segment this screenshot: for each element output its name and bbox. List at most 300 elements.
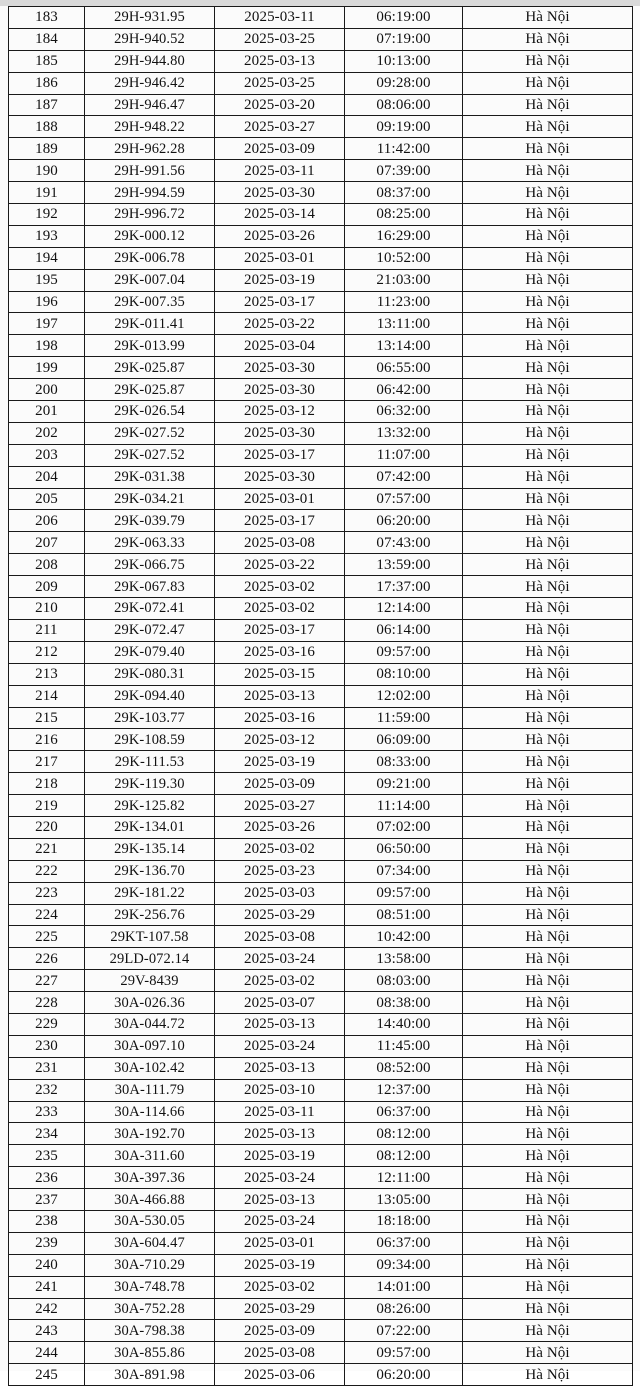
table-row [9,291,633,313]
violation-date-cell: 2025-03-09 [215,138,345,160]
license-plate-cell: 29K-111.53 [85,751,215,773]
location-cell: Hà Nội [463,860,633,882]
location-cell: Hà Nội [463,50,633,72]
violation-time-cell: 13:05:00 [345,1189,463,1211]
table-row [9,1342,633,1364]
violation-date-cell: 2025-03-01 [215,1232,345,1254]
location-cell: Hà Nội [463,1035,633,1057]
violation-time-cell: 07:02:00 [345,816,463,838]
violation-time-cell: 06:37:00 [345,1101,463,1123]
license-plate-cell: 29K-027.52 [85,422,215,444]
row-number-cell: 212 [9,641,85,663]
violation-time-cell: 13:14:00 [345,335,463,357]
violation-time-cell: 08:26:00 [345,1298,463,1320]
violation-date-cell: 2025-03-02 [215,576,345,598]
row-number-cell: 224 [9,904,85,926]
row-number-cell: 194 [9,247,85,269]
row-number-cell: 184 [9,28,85,50]
location-cell: Hà Nội [463,1101,633,1123]
license-plate-cell: 29K-011.41 [85,313,215,335]
table-row [9,160,633,182]
table-row [9,1298,633,1320]
license-plate-cell: 30A-102.42 [85,1057,215,1079]
location-cell: Hà Nội [463,926,633,948]
location-cell: Hà Nội [463,1123,633,1145]
table-row [9,444,633,466]
row-number-cell: 209 [9,576,85,598]
license-plate-cell: 29K-108.59 [85,729,215,751]
row-number-cell: 192 [9,204,85,226]
violation-time-cell: 13:32:00 [345,422,463,444]
violation-time-cell: 09:21:00 [345,773,463,795]
violation-time-cell: 18:18:00 [345,1210,463,1232]
table-row [9,1013,633,1035]
violation-time-cell: 10:52:00 [345,247,463,269]
location-cell: Hà Nội [463,773,633,795]
violation-time-cell: 11:23:00 [345,291,463,313]
location-cell: Hà Nội [463,138,633,160]
location-cell: Hà Nội [463,7,633,29]
license-plate-cell: 29K-103.77 [85,707,215,729]
table-row [9,729,633,751]
table-row [9,138,633,160]
violation-time-cell: 13:59:00 [345,554,463,576]
location-cell: Hà Nội [463,1079,633,1101]
license-plate-cell: 30A-710.29 [85,1254,215,1276]
violation-date-cell: 2025-03-09 [215,1320,345,1342]
violation-time-cell: 12:14:00 [345,598,463,620]
table-row [9,707,633,729]
violation-time-cell: 06:20:00 [345,1364,463,1386]
location-cell: Hà Nội [463,72,633,94]
table-row [9,1210,633,1232]
violation-time-cell: 08:03:00 [345,970,463,992]
location-cell: Hà Nội [463,641,633,663]
license-plate-cell: 29K-025.87 [85,357,215,379]
license-plate-cell: 29LD-072.14 [85,948,215,970]
location-cell: Hà Nội [463,904,633,926]
table-row [9,204,633,226]
row-number-cell: 199 [9,357,85,379]
table-row [9,466,633,488]
location-cell: Hà Nội [463,1254,633,1276]
row-number-cell: 231 [9,1057,85,1079]
violation-time-cell: 11:42:00 [345,138,463,160]
license-plate-cell: 30A-311.60 [85,1145,215,1167]
row-number-cell: 210 [9,598,85,620]
row-number-cell: 233 [9,1101,85,1123]
license-plate-cell: 30A-397.36 [85,1167,215,1189]
location-cell: Hà Nội [463,532,633,554]
row-number-cell: 215 [9,707,85,729]
location-cell: Hà Nội [463,1276,633,1298]
row-number-cell: 218 [9,773,85,795]
violation-date-cell: 2025-03-23 [215,860,345,882]
violation-date-cell: 2025-03-02 [215,598,345,620]
location-cell: Hà Nội [463,225,633,247]
license-plate-cell: 29H-940.52 [85,28,215,50]
license-plate-cell: 29K-039.79 [85,510,215,532]
violations-table [8,6,633,1386]
license-plate-cell: 30A-114.66 [85,1101,215,1123]
location-cell: Hà Nội [463,1342,633,1364]
license-plate-cell: 29K-066.75 [85,554,215,576]
violation-date-cell: 2025-03-08 [215,532,345,554]
row-number-cell: 240 [9,1254,85,1276]
row-number-cell: 225 [9,926,85,948]
table-row [9,773,633,795]
violation-date-cell: 2025-03-19 [215,1254,345,1276]
violation-time-cell: 10:13:00 [345,50,463,72]
row-number-cell: 220 [9,816,85,838]
license-plate-cell: 30A-752.28 [85,1298,215,1320]
table-row [9,488,633,510]
row-number-cell: 214 [9,685,85,707]
table-row [9,1232,633,1254]
row-number-cell: 213 [9,663,85,685]
table-row [9,860,633,882]
row-number-cell: 189 [9,138,85,160]
table-row [9,225,633,247]
violation-date-cell: 2025-03-27 [215,116,345,138]
violation-date-cell: 2025-03-24 [215,1035,345,1057]
location-cell: Hà Nội [463,970,633,992]
violation-date-cell: 2025-03-07 [215,992,345,1014]
violation-date-cell: 2025-03-30 [215,182,345,204]
location-cell: Hà Nội [463,663,633,685]
table-row [9,116,633,138]
location-cell: Hà Nội [463,488,633,510]
location-cell: Hà Nội [463,94,633,116]
violation-date-cell: 2025-03-13 [215,1123,345,1145]
license-plate-cell: 29K-072.41 [85,598,215,620]
table-row [9,1364,633,1386]
violation-time-cell: 11:59:00 [345,707,463,729]
license-plate-cell: 29K-135.14 [85,838,215,860]
table-row [9,619,633,641]
location-cell: Hà Nội [463,313,633,335]
violation-date-cell: 2025-03-29 [215,904,345,926]
license-plate-cell: 29K-080.31 [85,663,215,685]
table-row [9,1320,633,1342]
row-number-cell: 206 [9,510,85,532]
violation-time-cell: 08:10:00 [345,663,463,685]
violation-time-cell: 11:45:00 [345,1035,463,1057]
row-number-cell: 243 [9,1320,85,1342]
location-cell: Hà Nội [463,357,633,379]
location-cell: Hà Nội [463,838,633,860]
violation-date-cell: 2025-03-17 [215,619,345,641]
violation-date-cell: 2025-03-10 [215,1079,345,1101]
location-cell: Hà Nội [463,1189,633,1211]
violation-time-cell: 06:20:00 [345,510,463,532]
location-cell: Hà Nội [463,1320,633,1342]
license-plate-cell: 29H-994.59 [85,182,215,204]
license-plate-cell: 29K-007.04 [85,269,215,291]
table-row [9,751,633,773]
table-row [9,401,633,423]
license-plate-cell: 29K-119.30 [85,773,215,795]
violation-time-cell: 21:03:00 [345,269,463,291]
license-plate-cell: 30A-530.05 [85,1210,215,1232]
table-row [9,247,633,269]
table-row [9,1101,633,1123]
license-plate-cell: 29K-136.70 [85,860,215,882]
license-plate-cell: 29K-072.47 [85,619,215,641]
location-cell: Hà Nội [463,116,633,138]
violation-date-cell: 2025-03-30 [215,422,345,444]
violation-time-cell: 08:06:00 [345,94,463,116]
row-number-cell: 226 [9,948,85,970]
violation-time-cell: 08:38:00 [345,992,463,1014]
license-plate-cell: 30A-111.79 [85,1079,215,1101]
violation-time-cell: 07:39:00 [345,160,463,182]
license-plate-cell: 29K-007.35 [85,291,215,313]
table-row [9,510,633,532]
license-plate-cell: 29K-034.21 [85,488,215,510]
license-plate-cell: 29K-134.01 [85,816,215,838]
violation-date-cell: 2025-03-14 [215,204,345,226]
license-plate-cell: 30A-798.38 [85,1320,215,1342]
row-number-cell: 244 [9,1342,85,1364]
location-cell: Hà Nội [463,751,633,773]
violation-time-cell: 06:32:00 [345,401,463,423]
violation-date-cell: 2025-03-12 [215,729,345,751]
violation-date-cell: 2025-03-02 [215,838,345,860]
row-number-cell: 198 [9,335,85,357]
row-number-cell: 239 [9,1232,85,1254]
violation-time-cell: 09:19:00 [345,116,463,138]
row-number-cell: 203 [9,444,85,466]
license-plate-cell: 30A-026.36 [85,992,215,1014]
violation-date-cell: 2025-03-22 [215,313,345,335]
violation-date-cell: 2025-03-15 [215,663,345,685]
table-row [9,882,633,904]
table-row [9,1254,633,1276]
row-number-cell: 227 [9,970,85,992]
violation-time-cell: 09:57:00 [345,882,463,904]
row-number-cell: 229 [9,1013,85,1035]
row-number-cell: 208 [9,554,85,576]
violation-time-cell: 06:14:00 [345,619,463,641]
violation-time-cell: 06:37:00 [345,1232,463,1254]
table-row [9,663,633,685]
violation-date-cell: 2025-03-03 [215,882,345,904]
location-cell: Hà Nội [463,1298,633,1320]
table-row [9,532,633,554]
violation-time-cell: 07:34:00 [345,860,463,882]
row-number-cell: 183 [9,7,85,29]
license-plate-cell: 29H-946.42 [85,72,215,94]
violation-date-cell: 2025-03-08 [215,1342,345,1364]
table-row [9,1057,633,1079]
violation-time-cell: 11:14:00 [345,795,463,817]
location-cell: Hà Nội [463,1210,633,1232]
row-number-cell: 219 [9,795,85,817]
violation-date-cell: 2025-03-24 [215,1210,345,1232]
violation-date-cell: 2025-03-30 [215,466,345,488]
license-plate-cell: 29K-025.87 [85,379,215,401]
license-plate-cell: 29H-931.95 [85,7,215,29]
row-number-cell: 196 [9,291,85,313]
violation-date-cell: 2025-03-29 [215,1298,345,1320]
row-number-cell: 238 [9,1210,85,1232]
violation-date-cell: 2025-03-25 [215,72,345,94]
table-row [9,7,633,29]
table-row [9,50,633,72]
violation-time-cell: 06:55:00 [345,357,463,379]
table-row [9,904,633,926]
violation-date-cell: 2025-03-13 [215,1189,345,1211]
row-number-cell: 230 [9,1035,85,1057]
location-cell: Hà Nội [463,729,633,751]
license-plate-cell: 29H-962.28 [85,138,215,160]
violation-time-cell: 08:12:00 [345,1123,463,1145]
table-row [9,335,633,357]
violation-date-cell: 2025-03-13 [215,685,345,707]
location-cell: Hà Nội [463,422,633,444]
violation-date-cell: 2025-03-30 [215,379,345,401]
license-plate-cell: 30A-466.88 [85,1189,215,1211]
license-plate-cell: 29H-996.72 [85,204,215,226]
violation-date-cell: 2025-03-26 [215,225,345,247]
license-plate-cell: 30A-891.98 [85,1364,215,1386]
violation-time-cell: 14:40:00 [345,1013,463,1035]
violation-date-cell: 2025-03-19 [215,269,345,291]
violation-date-cell: 2025-03-27 [215,795,345,817]
violation-date-cell: 2025-03-16 [215,707,345,729]
license-plate-cell: 29K-031.38 [85,466,215,488]
table-row [9,576,633,598]
violation-date-cell: 2025-03-13 [215,50,345,72]
row-number-cell: 241 [9,1276,85,1298]
table-row [9,379,633,401]
location-cell: Hà Nội [463,795,633,817]
license-plate-cell: 30A-748.78 [85,1276,215,1298]
row-number-cell: 235 [9,1145,85,1167]
violation-time-cell: 09:57:00 [345,641,463,663]
row-number-cell: 195 [9,269,85,291]
row-number-cell: 216 [9,729,85,751]
location-cell: Hà Nội [463,948,633,970]
violation-time-cell: 07:43:00 [345,532,463,554]
location-cell: Hà Nội [463,401,633,423]
violation-time-cell: 07:42:00 [345,466,463,488]
table-row [9,1167,633,1189]
license-plate-cell: 29H-944.80 [85,50,215,72]
location-cell: Hà Nội [463,1232,633,1254]
violation-time-cell: 09:28:00 [345,72,463,94]
row-number-cell: 211 [9,619,85,641]
license-plate-cell: 29K-067.83 [85,576,215,598]
license-plate-cell: 29K-079.40 [85,641,215,663]
license-plate-cell: 29K-181.22 [85,882,215,904]
table-row [9,838,633,860]
table-row [9,422,633,444]
violation-date-cell: 2025-03-24 [215,948,345,970]
table-row [9,72,633,94]
row-number-cell: 201 [9,401,85,423]
license-plate-cell: 30A-044.72 [85,1013,215,1035]
table-row [9,313,633,335]
violation-date-cell: 2025-03-13 [215,1013,345,1035]
violation-date-cell: 2025-03-08 [215,926,345,948]
violation-time-cell: 08:12:00 [345,1145,463,1167]
violation-date-cell: 2025-03-12 [215,401,345,423]
violation-date-cell: 2025-03-17 [215,444,345,466]
license-plate-cell: 29V-8439 [85,970,215,992]
location-cell: Hà Nội [463,510,633,532]
row-number-cell: 193 [9,225,85,247]
license-plate-cell: 29KT-107.58 [85,926,215,948]
license-plate-cell: 29H-946.47 [85,94,215,116]
violation-date-cell: 2025-03-04 [215,335,345,357]
location-cell: Hà Nội [463,444,633,466]
violation-date-cell: 2025-03-17 [215,510,345,532]
violation-date-cell: 2025-03-24 [215,1167,345,1189]
violation-date-cell: 2025-03-22 [215,554,345,576]
location-cell: Hà Nội [463,882,633,904]
table-row [9,598,633,620]
violation-date-cell: 2025-03-25 [215,28,345,50]
violation-time-cell: 07:57:00 [345,488,463,510]
violation-date-cell: 2025-03-01 [215,247,345,269]
table-row [9,1276,633,1298]
violation-time-cell: 06:50:00 [345,838,463,860]
location-cell: Hà Nội [463,291,633,313]
license-plate-cell: 29K-094.40 [85,685,215,707]
violation-date-cell: 2025-03-16 [215,641,345,663]
location-cell: Hà Nội [463,576,633,598]
violation-date-cell: 2025-03-06 [215,1364,345,1386]
row-number-cell: 207 [9,532,85,554]
violation-time-cell: 08:37:00 [345,182,463,204]
violation-time-cell: 10:42:00 [345,926,463,948]
violation-time-cell: 09:57:00 [345,1342,463,1364]
violation-time-cell: 16:29:00 [345,225,463,247]
row-number-cell: 245 [9,1364,85,1386]
table-row [9,1189,633,1211]
location-cell: Hà Nội [463,598,633,620]
row-number-cell: 221 [9,838,85,860]
violation-time-cell: 14:01:00 [345,1276,463,1298]
row-number-cell: 223 [9,882,85,904]
license-plate-cell: 29K-006.78 [85,247,215,269]
location-cell: Hà Nội [463,1167,633,1189]
table-row [9,1079,633,1101]
location-cell: Hà Nội [463,204,633,226]
violation-date-cell: 2025-03-11 [215,7,345,29]
violation-date-cell: 2025-03-20 [215,94,345,116]
row-number-cell: 242 [9,1298,85,1320]
row-number-cell: 232 [9,1079,85,1101]
location-cell: Hà Nội [463,269,633,291]
license-plate-cell: 29H-991.56 [85,160,215,182]
violation-time-cell: 08:33:00 [345,751,463,773]
license-plate-cell: 30A-604.47 [85,1232,215,1254]
location-cell: Hà Nội [463,466,633,488]
table-row [9,357,633,379]
violation-date-cell: 2025-03-02 [215,1276,345,1298]
table-row [9,1145,633,1167]
violation-date-cell: 2025-03-17 [215,291,345,313]
violation-time-cell: 09:34:00 [345,1254,463,1276]
location-cell: Hà Nội [463,160,633,182]
location-cell: Hà Nội [463,992,633,1014]
table-row [9,554,633,576]
violation-time-cell: 11:07:00 [345,444,463,466]
license-plate-cell: 29H-948.22 [85,116,215,138]
